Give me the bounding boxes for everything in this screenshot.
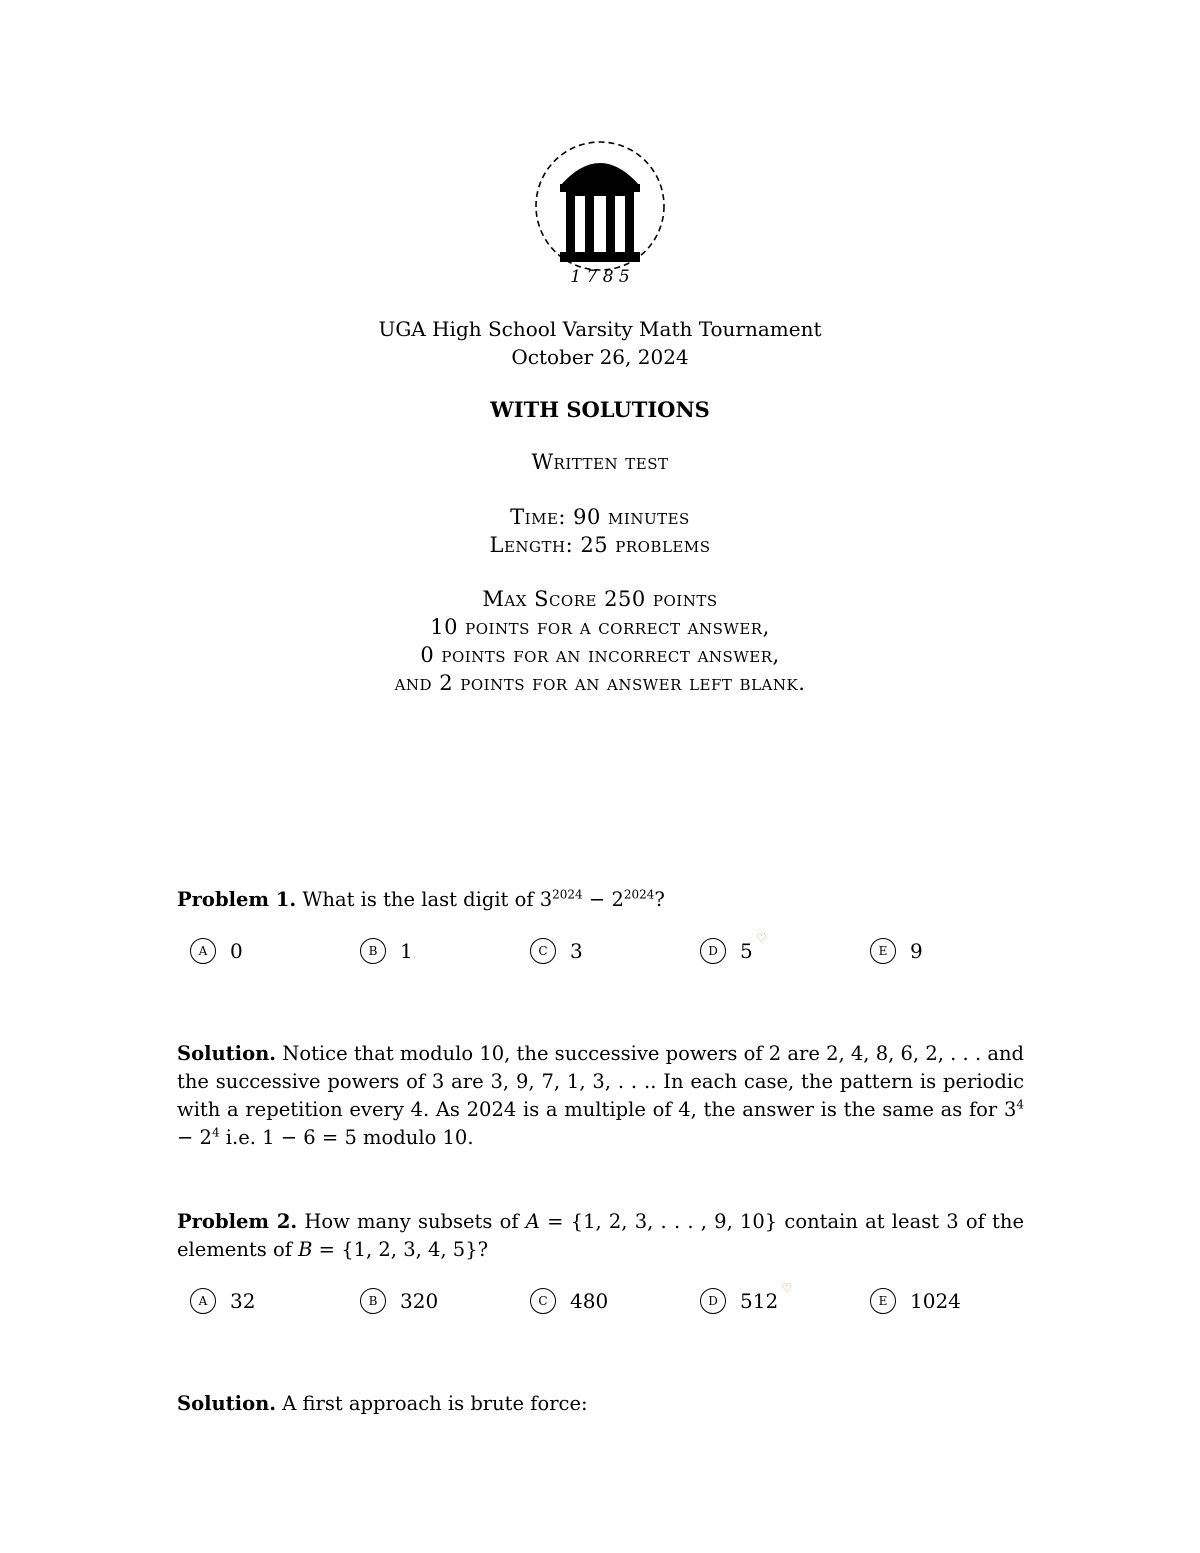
problem-1: [177, 886, 1024, 914]
correct-answer-heart-icon: ♡: [781, 1281, 793, 1295]
choice-b[interactable]: [360, 1284, 438, 1318]
choice-value: 480: [570, 1289, 609, 1313]
choice-letter: B: [360, 1288, 386, 1314]
exponent: 2024: [552, 887, 583, 902]
solutions-heading: WITH SOLUTIONS: [490, 397, 710, 422]
problem-text: = {1, 2, 3, . . . , 9, 10} contain at least 3 of the elements of: [177, 1210, 1024, 1261]
choice-letter: E: [870, 938, 896, 964]
choice-value: 512: [740, 1289, 779, 1313]
choice-letter: D: [700, 1288, 726, 1314]
problem-2-choices: [190, 1281, 1050, 1318]
exponent: 2024: [623, 887, 655, 902]
test-length: Length: 25 problems: [489, 533, 711, 557]
seal-year: 1 7 8 5: [570, 267, 630, 287]
choice-value: 32: [230, 1289, 256, 1313]
exponent: 4: [1016, 1097, 1024, 1112]
choice-letter: B: [360, 938, 386, 964]
solution-text: − 2: [177, 1126, 212, 1149]
choice-letter: D: [700, 938, 726, 964]
choice-letter: E: [870, 1288, 896, 1314]
problem-2: [177, 1208, 1024, 1264]
exponent: 4: [211, 1125, 220, 1140]
problem-label: Problem 2.: [177, 1210, 298, 1233]
solution-2: [177, 1390, 1024, 1418]
solution-text: Notice that modulo 10, the successive powers of 2 are 2, 4, 8, 6, 2, . . . and the successive powers of 3 are 3, 9, 7, 1, 3, . . .. In each case, the pattern is periodic with a repetition every 4. As 2024 is a multiple of 4, the answer is the same as for 3: [177, 1042, 1025, 1121]
scoring-rule-correct: 10 points for a correct answer,: [430, 615, 770, 639]
choice-b[interactable]: [360, 934, 413, 968]
scoring-rule-incorrect: 0 points for an incorrect answer,: [420, 643, 780, 667]
choice-value: 9: [910, 939, 923, 963]
choice-c[interactable]: [530, 934, 583, 968]
choice-a[interactable]: [190, 1284, 255, 1318]
scoring-rule-blank: and 2 points for an answer left blank.: [394, 671, 806, 695]
choice-e[interactable]: [870, 1284, 961, 1318]
max-score: Max Score 250 points: [482, 587, 718, 611]
solution-text: i.e. 1 − 6 = 5 modulo 10.: [219, 1126, 474, 1149]
tournament-title: UGA High School Varsity Math Tournament: [378, 317, 822, 341]
choice-c[interactable]: [530, 1284, 608, 1318]
solution-label: Solution.: [177, 1392, 277, 1415]
problem-text: ?: [654, 888, 665, 911]
choice-value: 5: [740, 939, 753, 963]
choice-value: 0: [230, 939, 243, 963]
set-variable: B: [298, 1238, 313, 1261]
test-name: Written test: [531, 450, 669, 474]
problem-text: = {1, 2, 3, 4, 5}?: [312, 1238, 489, 1261]
choice-letter: C: [530, 938, 556, 964]
choice-value: 3: [570, 939, 583, 963]
choice-letter: C: [530, 1288, 556, 1314]
choice-value: 1024: [910, 1289, 961, 1313]
choice-d[interactable]: [700, 931, 767, 968]
tournament-date: October 26, 2024: [511, 345, 689, 369]
choice-a[interactable]: [190, 934, 243, 968]
choice-value: 1: [400, 939, 413, 963]
choice-e[interactable]: [870, 934, 923, 968]
choice-d[interactable]: [700, 1281, 793, 1318]
choice-letter: A: [190, 938, 216, 964]
problem-text: What is the last digit of 3: [302, 888, 553, 911]
problem-text: − 2: [582, 888, 624, 911]
choice-value-wrap: [740, 931, 767, 963]
problem-label: Problem 1.: [177, 888, 297, 911]
choice-value-wrap: [740, 1281, 793, 1313]
solution-label: Solution.: [177, 1042, 277, 1065]
problem-text: How many subsets of: [304, 1210, 526, 1233]
problem-1-choices: [190, 931, 1050, 968]
choice-value: 320: [400, 1289, 439, 1313]
test-time: Time: 90 minutes: [510, 505, 690, 529]
solution-1: [177, 1040, 1024, 1152]
set-variable: A: [525, 1210, 540, 1233]
uga-arch-seal-icon: [530, 140, 670, 290]
solution-text: A first approach is brute force:: [282, 1392, 588, 1415]
correct-answer-heart-icon: ♡: [755, 931, 767, 945]
choice-letter: A: [190, 1288, 216, 1314]
